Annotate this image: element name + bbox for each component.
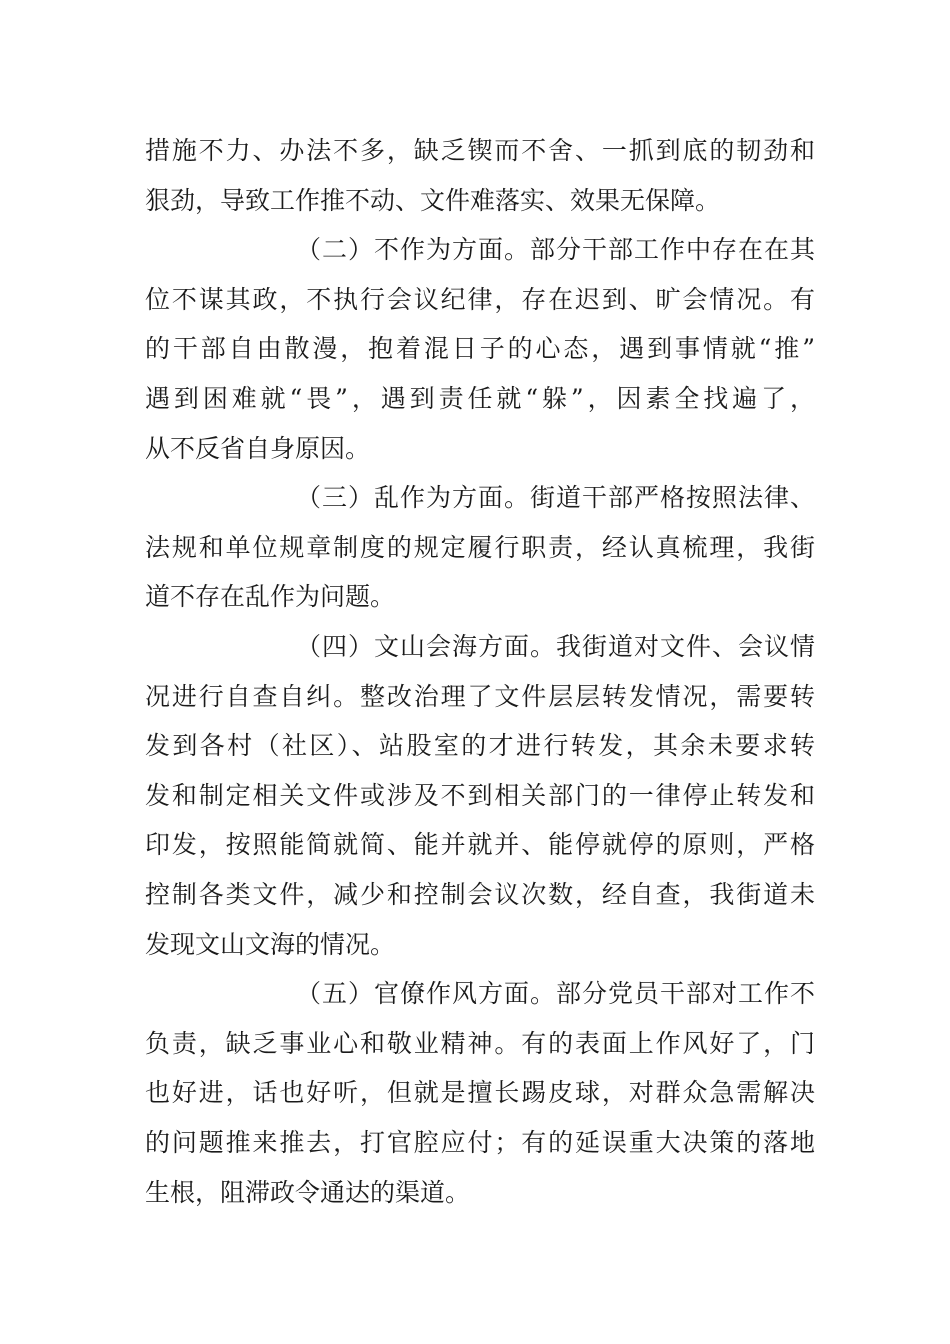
text-line: 生根，阻滞政令通达的渠道。 bbox=[145, 1178, 471, 1207]
section-heading-line: （三）乱作为方面。街道干部严格按照法律、 bbox=[296, 483, 815, 512]
text-line: 印发，按照能简就简、能并就并、能停就停的原则，严格 bbox=[145, 830, 815, 859]
text-line: 发现文山文海的情况。 bbox=[145, 930, 396, 959]
text-line: 况进行自查自纠。整改治理了文件层层转发情况，需要转 bbox=[145, 682, 815, 711]
text-line: 措施不力、办法不多，缺乏锲而不舍、一抓到底的韧劲和 bbox=[145, 136, 815, 165]
text-line: 的干部自由散漫，抱着混日子的心态，遇到事情就“推” bbox=[145, 334, 815, 363]
text-line: 发到各村（社区）、站股室的才进行转发，其余未要求转 bbox=[145, 731, 815, 760]
section-heading-line: （五）官僚作风方面。部分党员干部对工作不 bbox=[296, 979, 815, 1008]
text-line: 发和制定相关文件或涉及不到相关部门的一律停止转发和 bbox=[145, 781, 815, 810]
text-line: 从不反省自身原因。 bbox=[145, 434, 371, 463]
text-line: 位不谋其政，不执行会议纪律，存在迟到、旷会情况。有 bbox=[145, 285, 815, 314]
text-line: 道不存在乱作为问题。 bbox=[145, 582, 396, 611]
section-heading-line: （二）不作为方面。部分干部工作中存在在其 bbox=[296, 235, 815, 264]
text-line: 也好进，话也好听，但就是擅长踢皮球，对群众急需解决 bbox=[145, 1078, 815, 1107]
text-line: 负责，缺乏事业心和敬业精神。有的表面上作风好了，门 bbox=[145, 1029, 815, 1058]
text-line: 的问题推来推去，打官腔应付；有的延误重大决策的落地 bbox=[145, 1128, 815, 1157]
text-line: 遇到困难就“畏”，遇到责任就“躲”，因素全找遍了， bbox=[145, 384, 815, 413]
text-line: 狠劲，导致工作推不动、文件难落实、效果无保障。 bbox=[145, 186, 721, 215]
text-line: 控制各类文件，减少和控制会议次数，经自查，我街道未 bbox=[145, 880, 815, 909]
section-heading-line: （四）文山会海方面。我街道对文件、会议情 bbox=[296, 632, 815, 661]
text-line: 法规和单位规章制度的规定履行职责，经认真梳理，我街 bbox=[145, 533, 815, 562]
